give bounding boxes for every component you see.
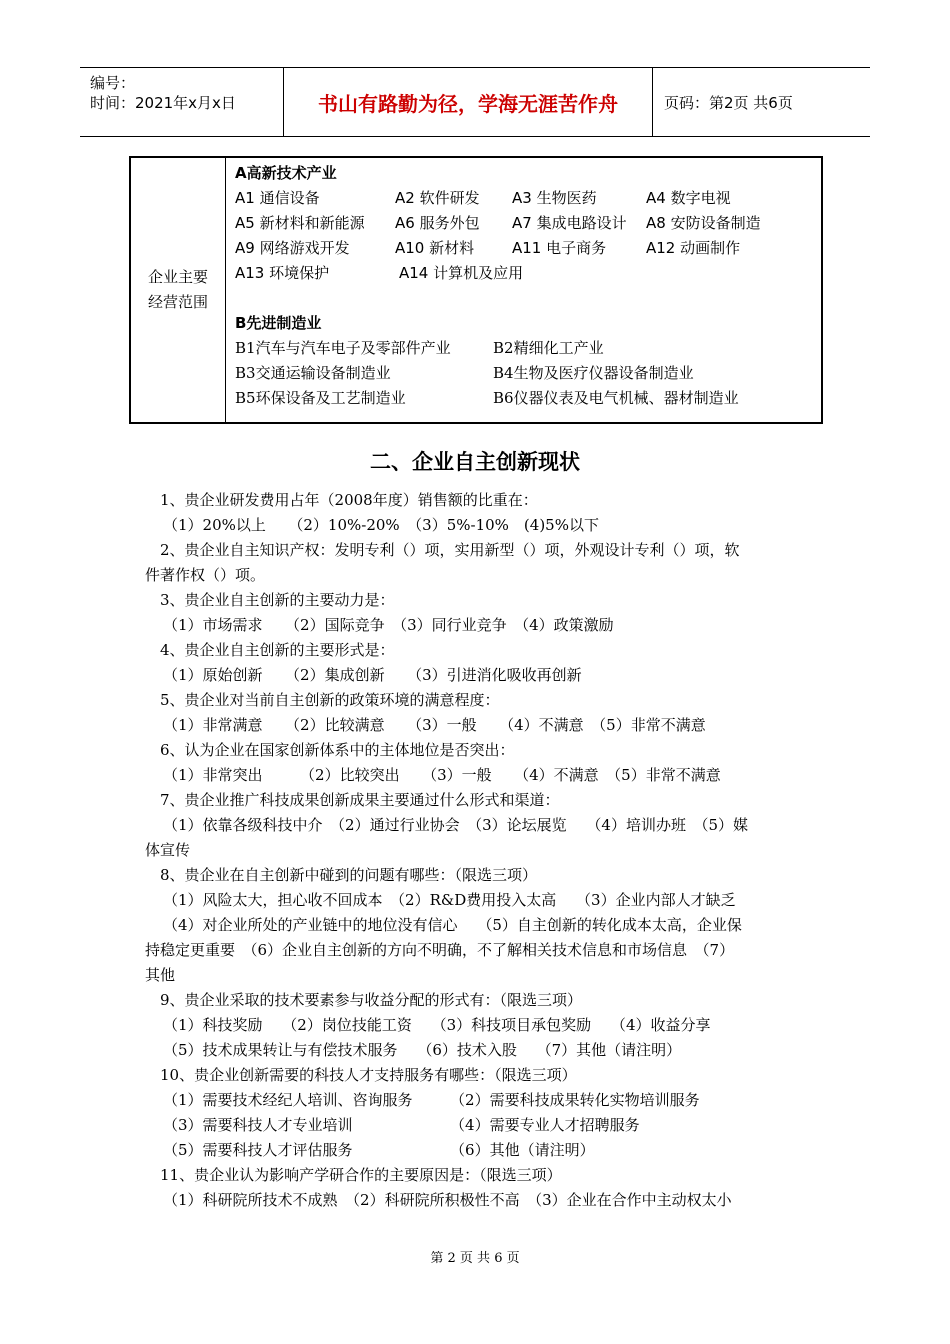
- question-line: 7、贵企业推广科技成果创新成果主要通过什么形式和渠道：: [160, 791, 560, 809]
- scope-item: A4 数字电视: [646, 189, 731, 207]
- question-line: （1）风险太大，担心收不回成本 （2）R&D费用投入太高 （3）企业内部人才缺乏: [163, 891, 736, 909]
- question-line: （5）需要科技人才评估服务 （6）其他（请注明）: [163, 1141, 595, 1159]
- header-motto: 书山有路勤为径，学海无涯苦作舟: [284, 68, 653, 136]
- question-line: （1）原始创新 （2）集成创新 （3）引进消化吸收再创新: [163, 666, 582, 684]
- scope-item: A6 服务外包: [395, 214, 480, 232]
- header-meta: [80, 68, 284, 136]
- business-scope-table: [129, 156, 823, 424]
- scope-item: B3交通运输设备制造业: [235, 364, 391, 382]
- question-line: 5、贵企业对当前自主创新的政策环境的满意程度：: [160, 691, 500, 709]
- question-line: （1）依靠各级科技中介 （2）通过行业协会 （3）论坛展览 （4）培训办班 （5）媒: [163, 816, 748, 834]
- scope-item: A11 电子商务: [512, 239, 607, 257]
- question-line: （1）科研院所技术不成熟 （2）科研院所积极性不高 （3）企业在合作中主动权太小: [163, 1191, 732, 1209]
- scope-item: B2精细化工产业: [493, 339, 604, 357]
- header-page-label: 页码：第2页 共6页: [664, 93, 793, 112]
- scope-item: A12 动画制作: [646, 239, 741, 257]
- question-line: （1）需要技术经纪人培训、咨询服务 （2）需要科技成果转化实物培训服务: [163, 1091, 700, 1109]
- time-label: 时间：2021年x月x日: [90, 94, 236, 112]
- scope-body: [235, 158, 815, 422]
- scope-item: A13 环境保护: [235, 264, 330, 282]
- scope-item: A2 软件研发: [395, 189, 480, 207]
- scope-label-line2: 经营范围: [147, 293, 208, 311]
- question-line: 4、贵企业自主创新的主要形式是：: [160, 641, 395, 659]
- scope-item: B1汽车与汽车电子及零部件产业: [235, 339, 451, 357]
- question-line: 体宣传: [145, 841, 191, 859]
- question-line: （4）对企业所处的产业链中的地位没有信心 （5）自主创新的转化成本太高，企业保: [163, 916, 742, 934]
- scope-item: B5环保设备及工艺制造业: [235, 389, 406, 407]
- number-label: 编号：: [90, 74, 136, 92]
- question-line: 6、认为企业在国家创新体系中的主体地位是否突出：: [160, 741, 515, 759]
- question-line: 10、贵企业创新需要的科技人才支持服务有哪些：（限选三项）: [160, 1066, 577, 1084]
- scope-item: A9 网络游戏开发: [235, 239, 350, 257]
- question-line: （5）技术成果转让与有偿技术服务 （6）技术入股 （7）其他（请注明）: [163, 1041, 682, 1059]
- question-line: 8、贵企业在自主创新中碰到的问题有哪些：（限选三项）: [160, 866, 538, 884]
- question-line: （3）需要科技人才专业培训 （4）需要专业人才招聘服务: [163, 1116, 640, 1134]
- scope-item: A5 新材料和新能源: [235, 214, 365, 232]
- scope-item: B6仪器仪表及电气机械、器材制造业: [493, 389, 739, 407]
- question-line: （1）20%以上 （2）10%-20% （3）5%-10% (4)5%以下: [163, 516, 599, 534]
- page-header: [80, 67, 870, 137]
- scope-item: A14 计算机及应用: [399, 264, 524, 282]
- scope-label-line1: 企业主要: [147, 268, 208, 286]
- scope-item: A7 集成电路设计: [512, 214, 627, 232]
- question-line: （1）非常突出 （2）比较突出 （3）一般 （4）不满意 （5）非常不满意: [163, 766, 721, 784]
- question-line: 1、贵企业研发费用占年（2008年度）销售额的比重在：: [160, 491, 538, 509]
- scope-label: [131, 158, 226, 422]
- scope-item: A1 通信设备: [235, 189, 320, 207]
- question-line: （1）市场需求 （2）国际竞争 （3）同行业竞争 （4）政策激励: [163, 616, 614, 634]
- page-footer: 第 2 页 共 6 页: [430, 1251, 520, 1266]
- question-line: 2、贵企业自主知识产权：发明专利（）项，实用新型（）项，外观设计专利（）项，软: [160, 541, 740, 559]
- question-line: 件著作权（）项。: [145, 566, 266, 584]
- question-line: 11、贵企业认为影响产学研合作的主要原因是：（限选三项）: [160, 1166, 562, 1184]
- question-line: （1）非常满意 （2）比较满意 （3）一般 （4）不满意 （5）非常不满意: [163, 716, 706, 734]
- scope-item: B4生物及医疗仪器设备制造业: [493, 364, 694, 382]
- question-line: 其他: [145, 966, 176, 984]
- scope-item: A10 新材料: [395, 239, 475, 257]
- section-a-title: A高新技术产业: [235, 164, 337, 182]
- question-line: 持稳定更重要 （6）企业自主创新的方向不明确，不了解相关技术信息和市场信息 （7）: [145, 941, 735, 959]
- section-title: 二、企业自主创新现状: [370, 450, 580, 474]
- section-b-title: B先进制造业: [235, 314, 322, 332]
- question-line: 9、贵企业采取的技术要素参与收益分配的形式有：（限选三项）: [160, 991, 583, 1009]
- scope-item: A8 安防设备制造: [646, 214, 761, 232]
- scope-item: A3 生物医药: [512, 189, 597, 207]
- question-line: （1）科技奖励 （2）岗位技能工资 （3）科技项目承包奖励 （4）收益分享: [163, 1016, 711, 1034]
- question-line: 3、贵企业自主创新的主要动力是：: [160, 591, 395, 609]
